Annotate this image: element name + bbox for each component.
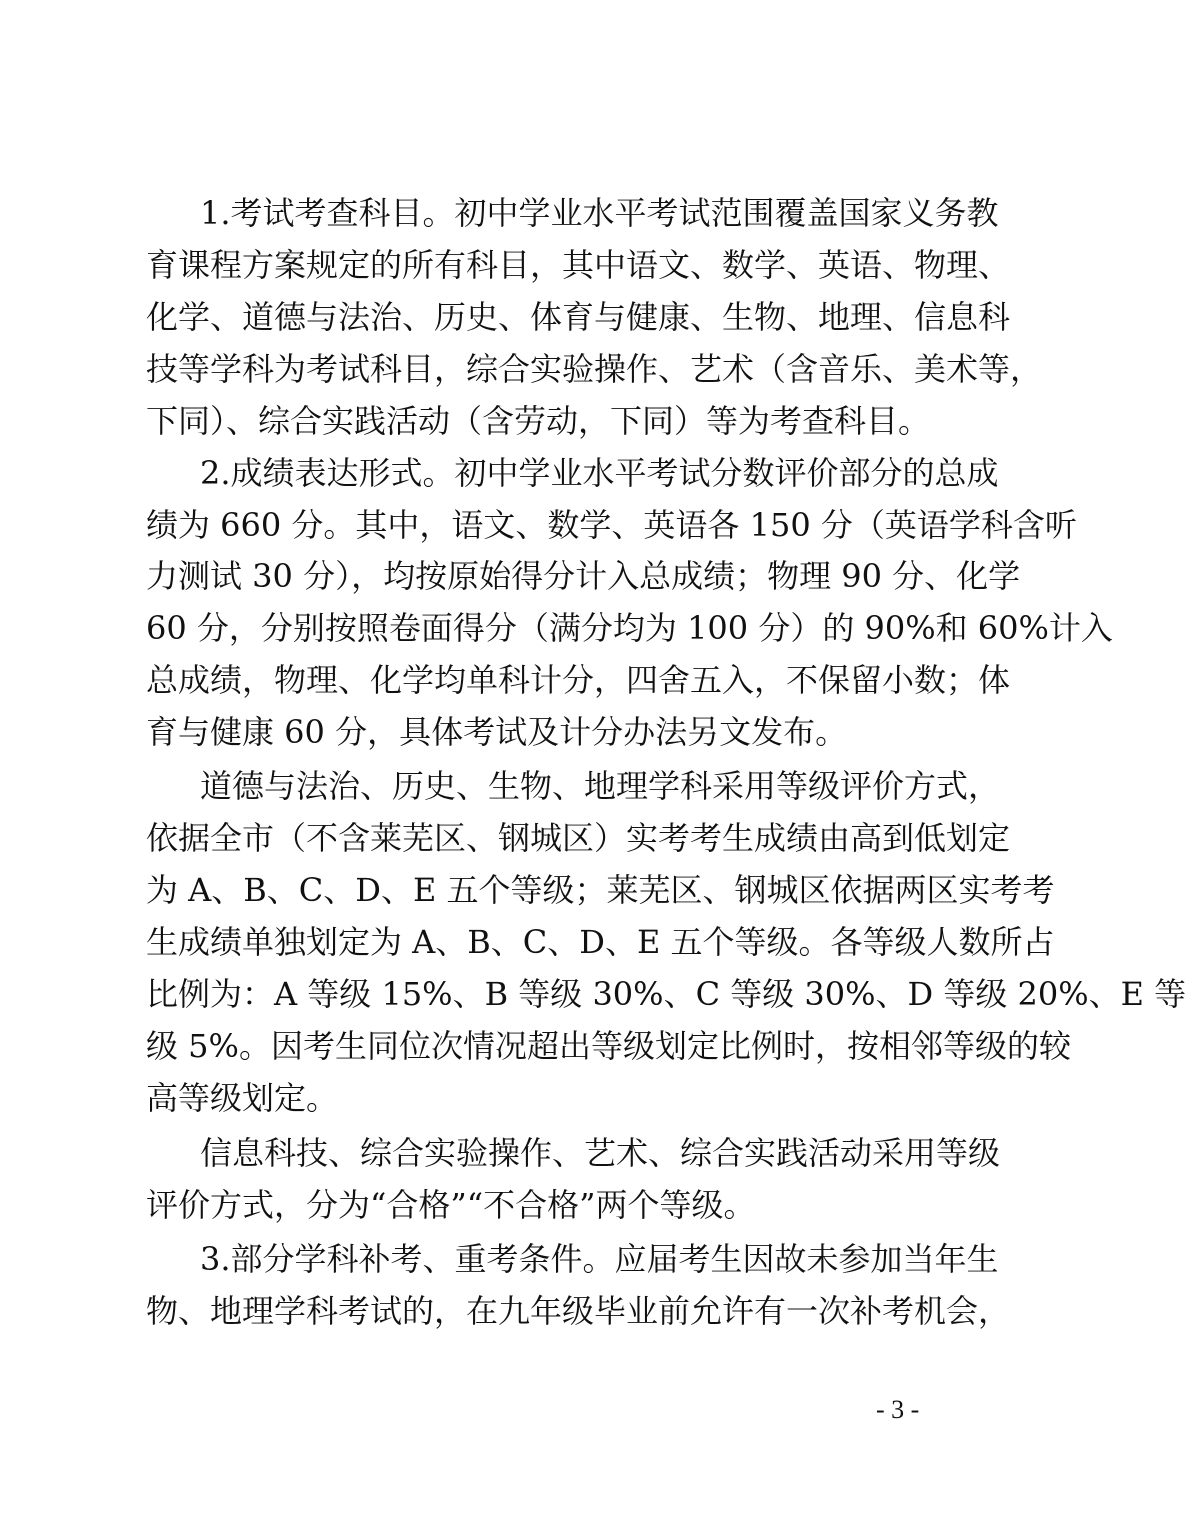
paragraph-4-line-1: 信息科技、综合实验操作、艺术、综合实践活动采用等级 (200, 1134, 1001, 1172)
paragraph-2-line-1: 2.成绩表达形式。初中学业水平考试分数评价部分的总成 (200, 454, 999, 492)
paragraph-5-line-2: 物、地理学科考试的，在九年级毕业前允许有一次补考机会， (146, 1292, 1011, 1330)
paragraph-5-line-1: 3.部分学科补考、重考条件。应届考生因故未参加当年生 (200, 1240, 999, 1278)
paragraph-3-line-5: 比例为：A 等级 15%、B 等级 30%、C 等级 30%、D 等级 20%、E 等 (146, 975, 1186, 1013)
paragraph-3-line-1: 道德与法治、历史、生物、地理学科采用等级评价方式， (200, 767, 1001, 805)
paragraph-3-line-2: 依据全市（不含莱芜区、钢城区）实考考生成绩由高到低划定 (146, 819, 1011, 857)
paragraph-2-line-2: 绩为 660 分。其中，语文、数学、英语各 150 分（英语学科含听 (146, 506, 1077, 544)
paragraph-2-line-6: 育与健康 60 分，具体考试及计分办法另文发布。 (146, 713, 848, 751)
paragraph-1-line-3: 化学、道德与法治、历史、体育与健康、生物、地理、信息科 (146, 298, 1011, 336)
paragraph-2-line-3: 力测试 30 分），均按原始得分计入总成绩；物理 90 分、化学 (146, 557, 1021, 595)
paragraph-2-line-4: 60 分，分别按照卷面得分（满分均为 100 分）的 90%和 60%计入 (146, 609, 1113, 647)
paragraph-4-line-2: 评价方式，分为“合格”“不合格”两个等级。 (146, 1186, 756, 1224)
paragraph-3-line-7: 高等级划定。 (146, 1079, 339, 1117)
page-number: - 3 - (876, 1395, 920, 1424)
paragraph-3-line-4: 生成绩单独划定为 A、B、C、D、E 五个等级。各等级人数所占 (146, 923, 1055, 961)
paragraph-3-line-6: 级 5%。因考生同位次情况超出等级划定比例时，按相邻等级的较 (146, 1027, 1071, 1065)
paragraph-1-line-5: 下同）、综合实践活动（含劳动，下同）等为考查科目。 (146, 402, 931, 440)
paragraph-1-line-2: 育课程方案规定的所有科目，其中语文、数学、英语、物理、 (146, 246, 1011, 284)
paragraph-3-line-3: 为 A、B、C、D、E 五个等级；莱芜区、钢城区依据两区实考考 (146, 871, 1055, 909)
paragraph-2-line-5: 总成绩，物理、化学均单科计分，四舍五入，不保留小数；体 (146, 661, 1011, 699)
paragraph-1-line-1: 1.考试考查科目。初中学业水平考试范围覆盖国家义务教 (200, 194, 999, 232)
paragraph-1-line-4: 技等学科为考试科目，综合实验操作、艺术（含音乐、美术等， (146, 350, 1043, 388)
